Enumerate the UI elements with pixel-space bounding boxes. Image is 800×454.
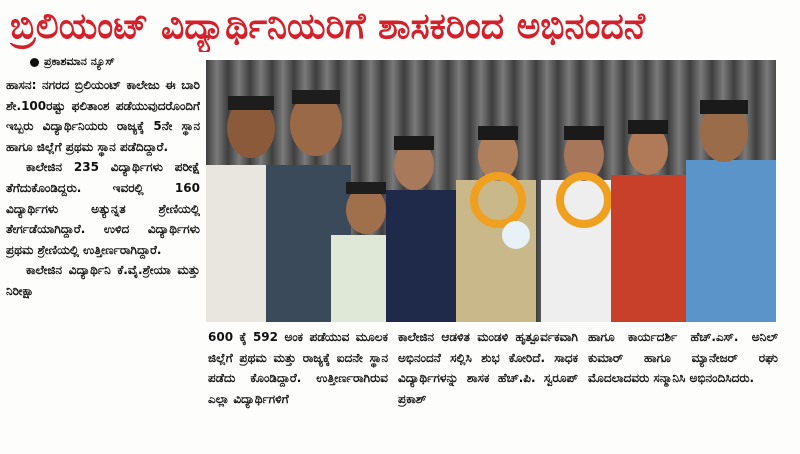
byline — [30, 55, 115, 69]
group-photo-illustration — [206, 60, 776, 322]
paragraph-1: ಹಾಸನ: ನಗರದ ಬ್ರಿಲಿಯಂಟ್ ಕಾಲೇಜು ಈ ಬಾರಿ ಶೇ.100ರಷ್ಟು ಫಲಿತಾಂಶ ಪಡೆಯುವುದರೊಂದಿಗೆ ಇಬ್ಬರು ವಿದ್ಯಾರ್ಥಿನಿಯರು ರಾಜ್ಯಕ್ಕೆ 5ನೇ ಸ್ಥಾನ ಹಾಗೂ ಜಿಲ್ಲೆಗೆ ಪ್ರಥಮ ಸ್ಥಾನ ಪಡೆದಿದ್ದಾರೆ. — [6, 78, 200, 154]
bullet-icon — [30, 58, 39, 67]
paragraph-3: ಕಾಲೇಜಿನ ವಿದ್ಯಾರ್ಥಿನಿ ಕೆ.ವೈ.ಶ್ರೇಯಾ ಮತ್ತು ನಿರೀಕ್ಷಾ — [6, 263, 200, 298]
bottom-column-2 — [398, 327, 578, 447]
bottom-paragraph-2: ಕಾಲೇಜಿನ ಆಡಳಿತ ಮಂಡಳಿ ಹೃತ್ಪೂರ್ವಕವಾಗಿ ಅಭಿನಂದನೆ ಸಲ್ಲಿಸಿ ಶುಭ ಕೋರಿದೆ. ಸಾಧಕ ವಿದ್ಯಾರ್ಥಿಗಳನ್ನು ಶಾಸಕ ಹೆಚ್.ಪಿ. ಸ್ವರೂಪ್ ಪ್ರಕಾಶ್ — [398, 330, 578, 406]
left-column — [6, 75, 200, 450]
bottom-paragraph-3: ಹಾಗೂ ಕಾರ್ಯದರ್ಶಿ ಹೆಚ್.ಎಸ್. ಅನಿಲ್ ಕುಮಾರ್ ಹಾಗೂ ಮ್ಯಾನೇಜರ್ ರಘು ಮೊದಲಾದವರು ಸನ್ಮಾನಿಸಿ ಅಭಿನಂದಿಸಿದರು. — [588, 330, 778, 386]
byline-text: ಪ್ರಕಾಶಮಾನ ನ್ಯೂಸ್ — [44, 55, 115, 68]
headline: ಬ್ರಿಲಿಯಂಟ್ ವಿದ್ಯಾರ್ಥಿನಿಯರಿಗೆ ಶಾಸಕರಿಂದ ಅಭಿನಂದನೆ — [10, 6, 646, 47]
bottom-column-1 — [208, 327, 388, 447]
bottom-paragraph-1: 600 ಕ್ಕೆ 592 ಅಂಕ ಪಡೆಯುವ ಮೂಲಕ ಜಿಲ್ಲೆಗೆ ಪ್ರಥಮ ಮತ್ತು ರಾಜ್ಯಕ್ಕೆ ಐದನೇ ಸ್ಥಾನ ಪಡೆದು ಕೊಂಡಿದ್ದಾರೆ. ಉತ್ತೀರ್ಣರಾಗಿರುವ ಎಲ್ಲಾ ವಿದ್ಯಾರ್ಥಿಗಳಿಗೆ — [208, 330, 388, 406]
paragraph-2: ಕಾಲೇಜಿನ 235 ವಿದ್ಯಾರ್ಥಿಗಳು ಪರೀಕ್ಷೆ ತೆಗೆದುಕೊಂಡಿದ್ದರು. ಇವರಲ್ಲಿ 160 ವಿದ್ಯಾರ್ಥಿಗಳು ಅತ್ಯುನ್ನತ ಶ್ರೇಣಿಯಲ್ಲಿ ತೇರ್ಗಡೆಯಾಗಿದ್ದಾರೆ. ಉಳಿದ ವಿದ್ಯಾರ್ಥಿಗಳು ಪ್ರಥಮ ಶ್ರೇಣಿಯಲ್ಲಿ ಉತ್ತೀರ್ಣರಾಗಿದ್ದಾರೆ. — [6, 160, 200, 257]
news-photo — [206, 60, 776, 322]
bottom-column-3 — [588, 327, 778, 447]
